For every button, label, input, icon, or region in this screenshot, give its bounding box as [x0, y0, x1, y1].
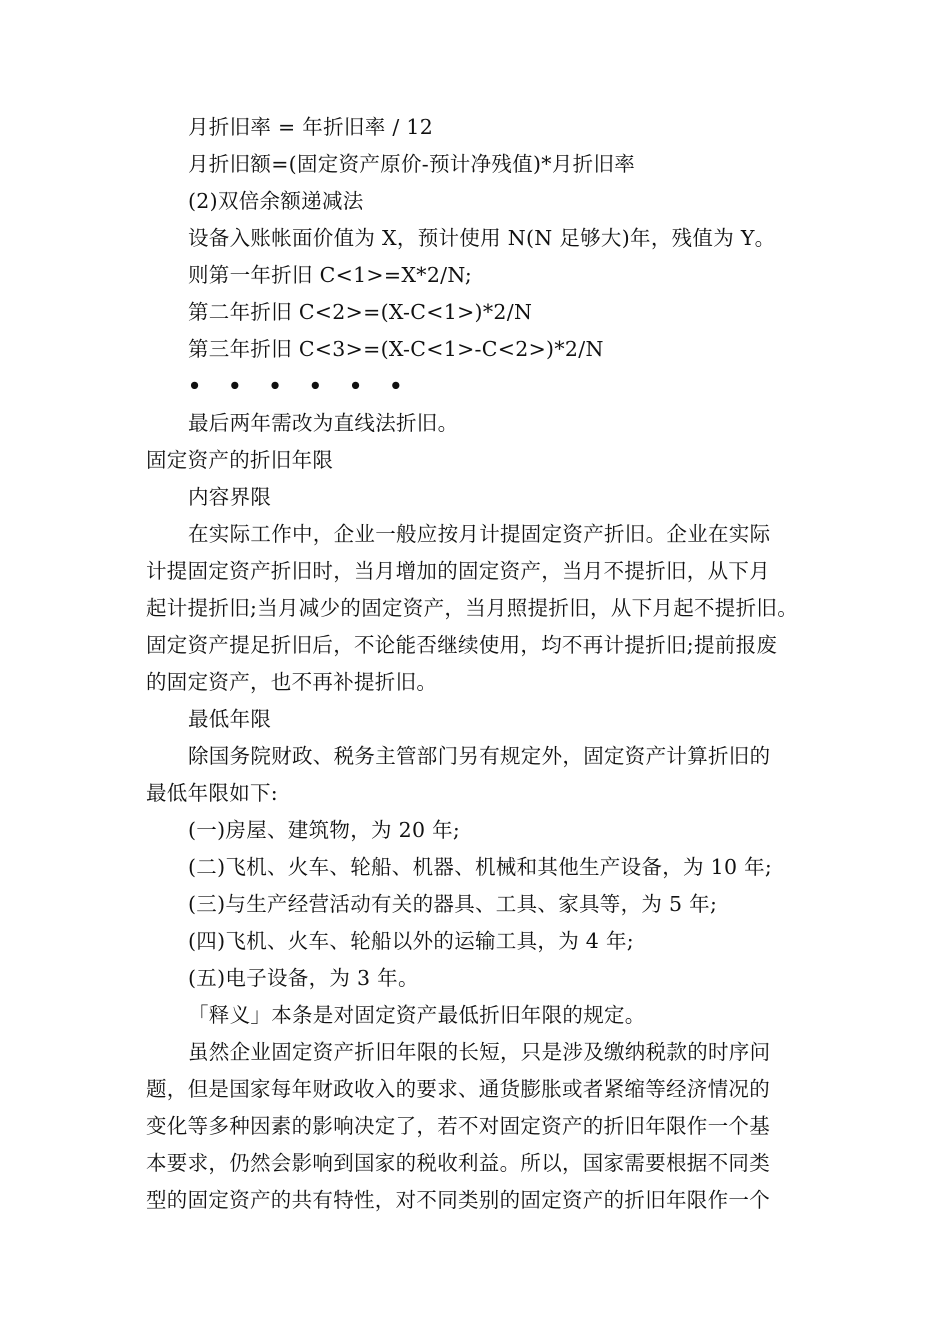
list-item: (四)飞机、火车、轮船以外的运输工具，为 4 年; [188, 929, 634, 953]
paragraph-line: 型的固定资产的共有特性，对不同类别的固定资产的折旧年限作一个 [146, 1188, 770, 1212]
paragraph-line: 起计提折旧;当月减少的固定资产，当月照提折旧，从下月起不提折旧。 [146, 596, 799, 620]
formula-year-1: 则第一年折旧 C<1>=X*2/N; [188, 263, 473, 287]
paragraph-line: 最后两年需改为直线法折旧。 [188, 411, 459, 435]
paragraph-line: 计提固定资产折旧时，当月增加的固定资产，当月不提折旧，从下月 [146, 559, 770, 583]
section-heading: 固定资产的折旧年限 [146, 448, 334, 472]
list-item: (一)房屋、建筑物，为 20 年; [188, 818, 461, 842]
paragraph-line: 设备入账帐面价值为 X，预计使用 N(N 足够大)年，残值为 Y。 [188, 226, 776, 250]
method-heading: (2)双倍余额递减法 [188, 189, 364, 213]
ellipsis-dots: • • • • • • [188, 374, 413, 398]
paragraph-line: 变化等多种因素的影响决定了，若不对固定资产的折旧年限作一个基 [146, 1114, 770, 1138]
formula-monthly-amount: 月折旧额=(固定资产原价-预计净残值)*月折旧率 [188, 152, 636, 176]
paragraph-line: 题，但是国家每年财政收入的要求、通货膨胀或者紧缩等经济情况的 [146, 1077, 770, 1101]
paragraph-line: 在实际工作中，企业一般应按月计提固定资产折旧。企业在实际 [188, 522, 771, 546]
formula-monthly-rate: 月折旧率 = 年折旧率 / 12 [188, 115, 434, 139]
paragraph-line: 固定资产提足折旧后，不论能否继续使用，均不再计提折旧;提前报废 [146, 633, 778, 657]
subsection-heading: 最低年限 [188, 707, 272, 731]
paragraph-line: 本要求，仍然会影响到国家的税收利益。所以，国家需要根据不同类 [146, 1151, 770, 1175]
paragraph-line: 虽然企业固定资产折旧年限的长短，只是涉及缴纳税款的时序问 [188, 1040, 771, 1064]
paragraph-line: 的固定资产，也不再补提折旧。 [146, 670, 438, 694]
list-item: (三)与生产经营活动有关的器具、工具、家具等，为 5 年; [188, 892, 718, 916]
subsection-heading: 内容界限 [188, 485, 272, 509]
formula-year-2: 第二年折旧 C<2>=(X-C<1>)*2/N [188, 300, 533, 324]
paragraph-line: 最低年限如下: [146, 781, 279, 805]
list-item: (五)电子设备，为 3 年。 [188, 966, 419, 990]
paragraph-line: 「释义」本条是对固定资产最低折旧年限的规定。 [188, 1003, 646, 1027]
paragraph-line: 除国务院财政、税务主管部门另有规定外，固定资产计算折旧的 [188, 744, 771, 768]
formula-year-3: 第三年折旧 C<3>=(X-C<1>-C<2>)*2/N [188, 337, 604, 361]
list-item: (二)飞机、火车、轮船、机器、机械和其他生产设备，为 10 年; [188, 855, 773, 879]
